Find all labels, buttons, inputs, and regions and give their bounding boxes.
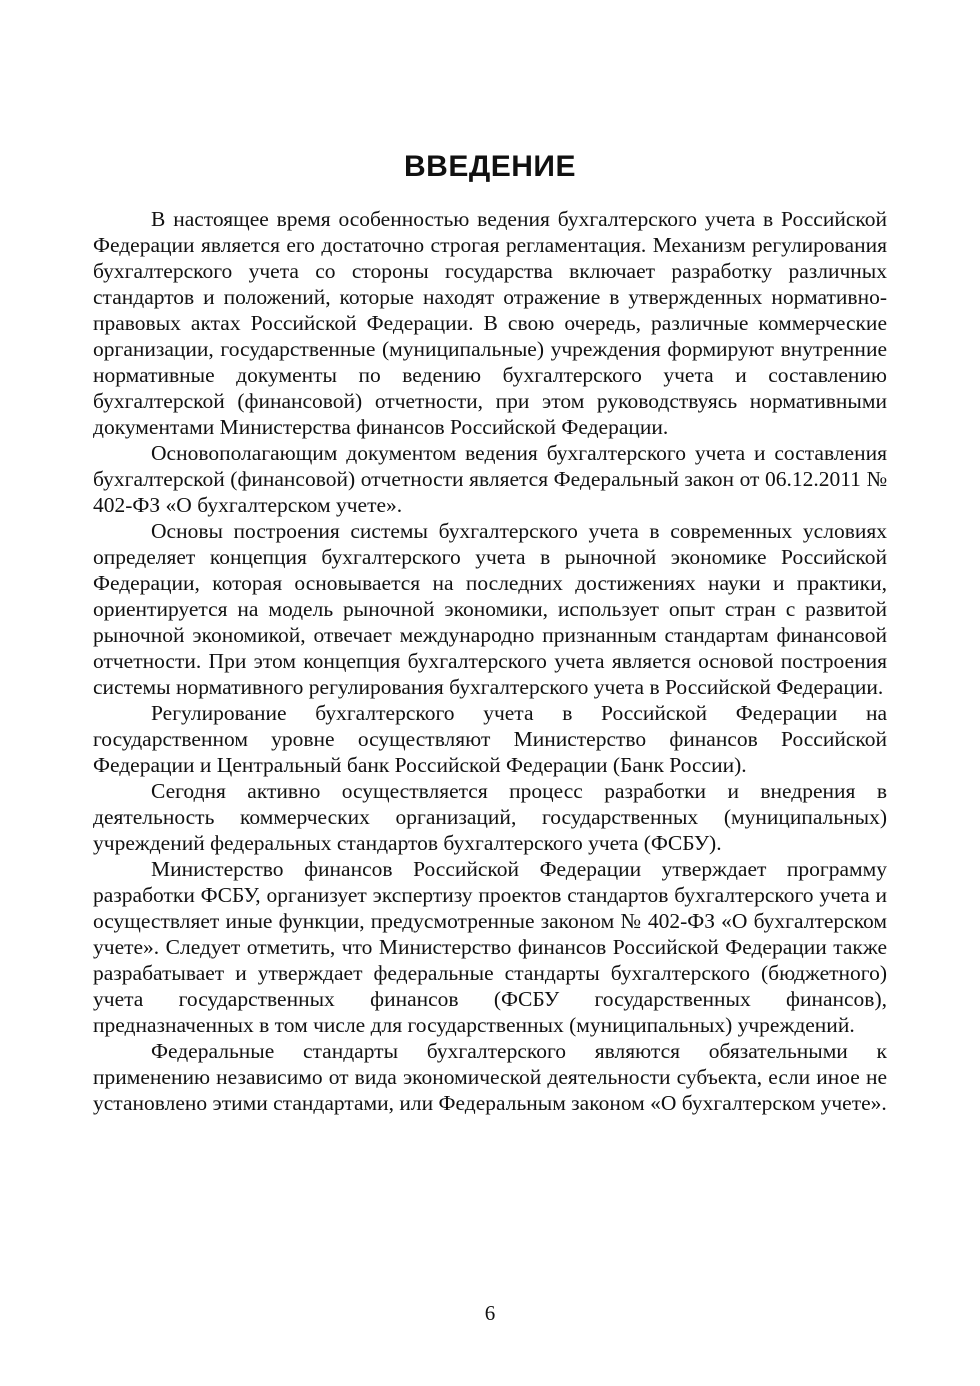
page-number: 6: [484, 1301, 496, 1325]
paragraph: В настоящее время особенностью ведения бухгалтерского учета в Российской Федерации является его достаточно строгая регламентация. Механизм регулирования бухгалтерского учета со стороны государства включает разработку различных стандартов и положений, которые находят отражение в утвержденных нормативно-правовых актах Российской Федерации. В свою очередь, различные коммерческие организации, государственные (муниципальные) учреждения формируют внутренние нормативные документы по ведению бухгалтерского учета и составлению бухгалтерской (финансовой) отчетности, при этом руководствуясь нормативными документами Министерства финансов Российской Федерации.: [93, 207, 887, 439]
paragraph: Министерство финансов Российской Федерации утверждает программу разработки ФСБУ, организует экспертизу проектов стандартов бухгалтерского учета и осуществляет иные функции, предусмотренные законом № 402-ФЗ «О бухгалтерском учете». Следует отметить, что Министерство финансов Российской Федерации также разрабатывает и утверждает федеральные стандарты бухгалтерского (бюджетного) учета государственных финансов (ФСБУ государственных финансов), предназначенных в том числе для государственных (муниципальных) учреждений.: [93, 857, 887, 1037]
paragraph: Основы построения системы бухгалтерского учета в современных условиях определяет концепция бухгалтерского учета в рыночной экономике Российской Федерации, которая основывается на последних достижениях науки и практики, ориентируется на модель рыночной экономики, использует опыт стран с развитой рыночной экономикой, отвечает международно признанным стандартам финансовой отчетности. При этом концепция бухгалтерского учета является основой построения системы нормативного регулирования бухгалтерского учета в Российской Федерации.: [93, 519, 887, 699]
paragraph: Федеральные стандарты бухгалтерского являются обязательными к применению независимо от вида экономической деятельности субъекта, если иное не установлено этими стандартами, или Федеральным законом «О бухгалтерском учете».: [93, 1039, 887, 1115]
paragraph: Основополагающим документом ведения бухгалтерского учета и составления бухгалтерской (финансовой) отчетности является Федеральный закон от 06.12.2011 № 402-ФЗ «О бухгалтерском учете».: [93, 441, 887, 517]
page-title: ВВЕДЕНИЕ: [404, 150, 576, 183]
paragraph: Сегодня активно осуществляется процесс разработки и внедрения в деятельность коммерческих организаций, государственных (муниципальных) учреждений федеральных стандартов бухгалтерского учета (ФСБУ).: [93, 779, 887, 855]
body-text: [93, 206, 887, 1116]
paragraph: Регулирование бухгалтерского учета в Российской Федерации на государственном уровне осуществляют Министерство финансов Российской Федерации и Центральный банк Российской Федерации (Банк России).: [93, 701, 887, 777]
